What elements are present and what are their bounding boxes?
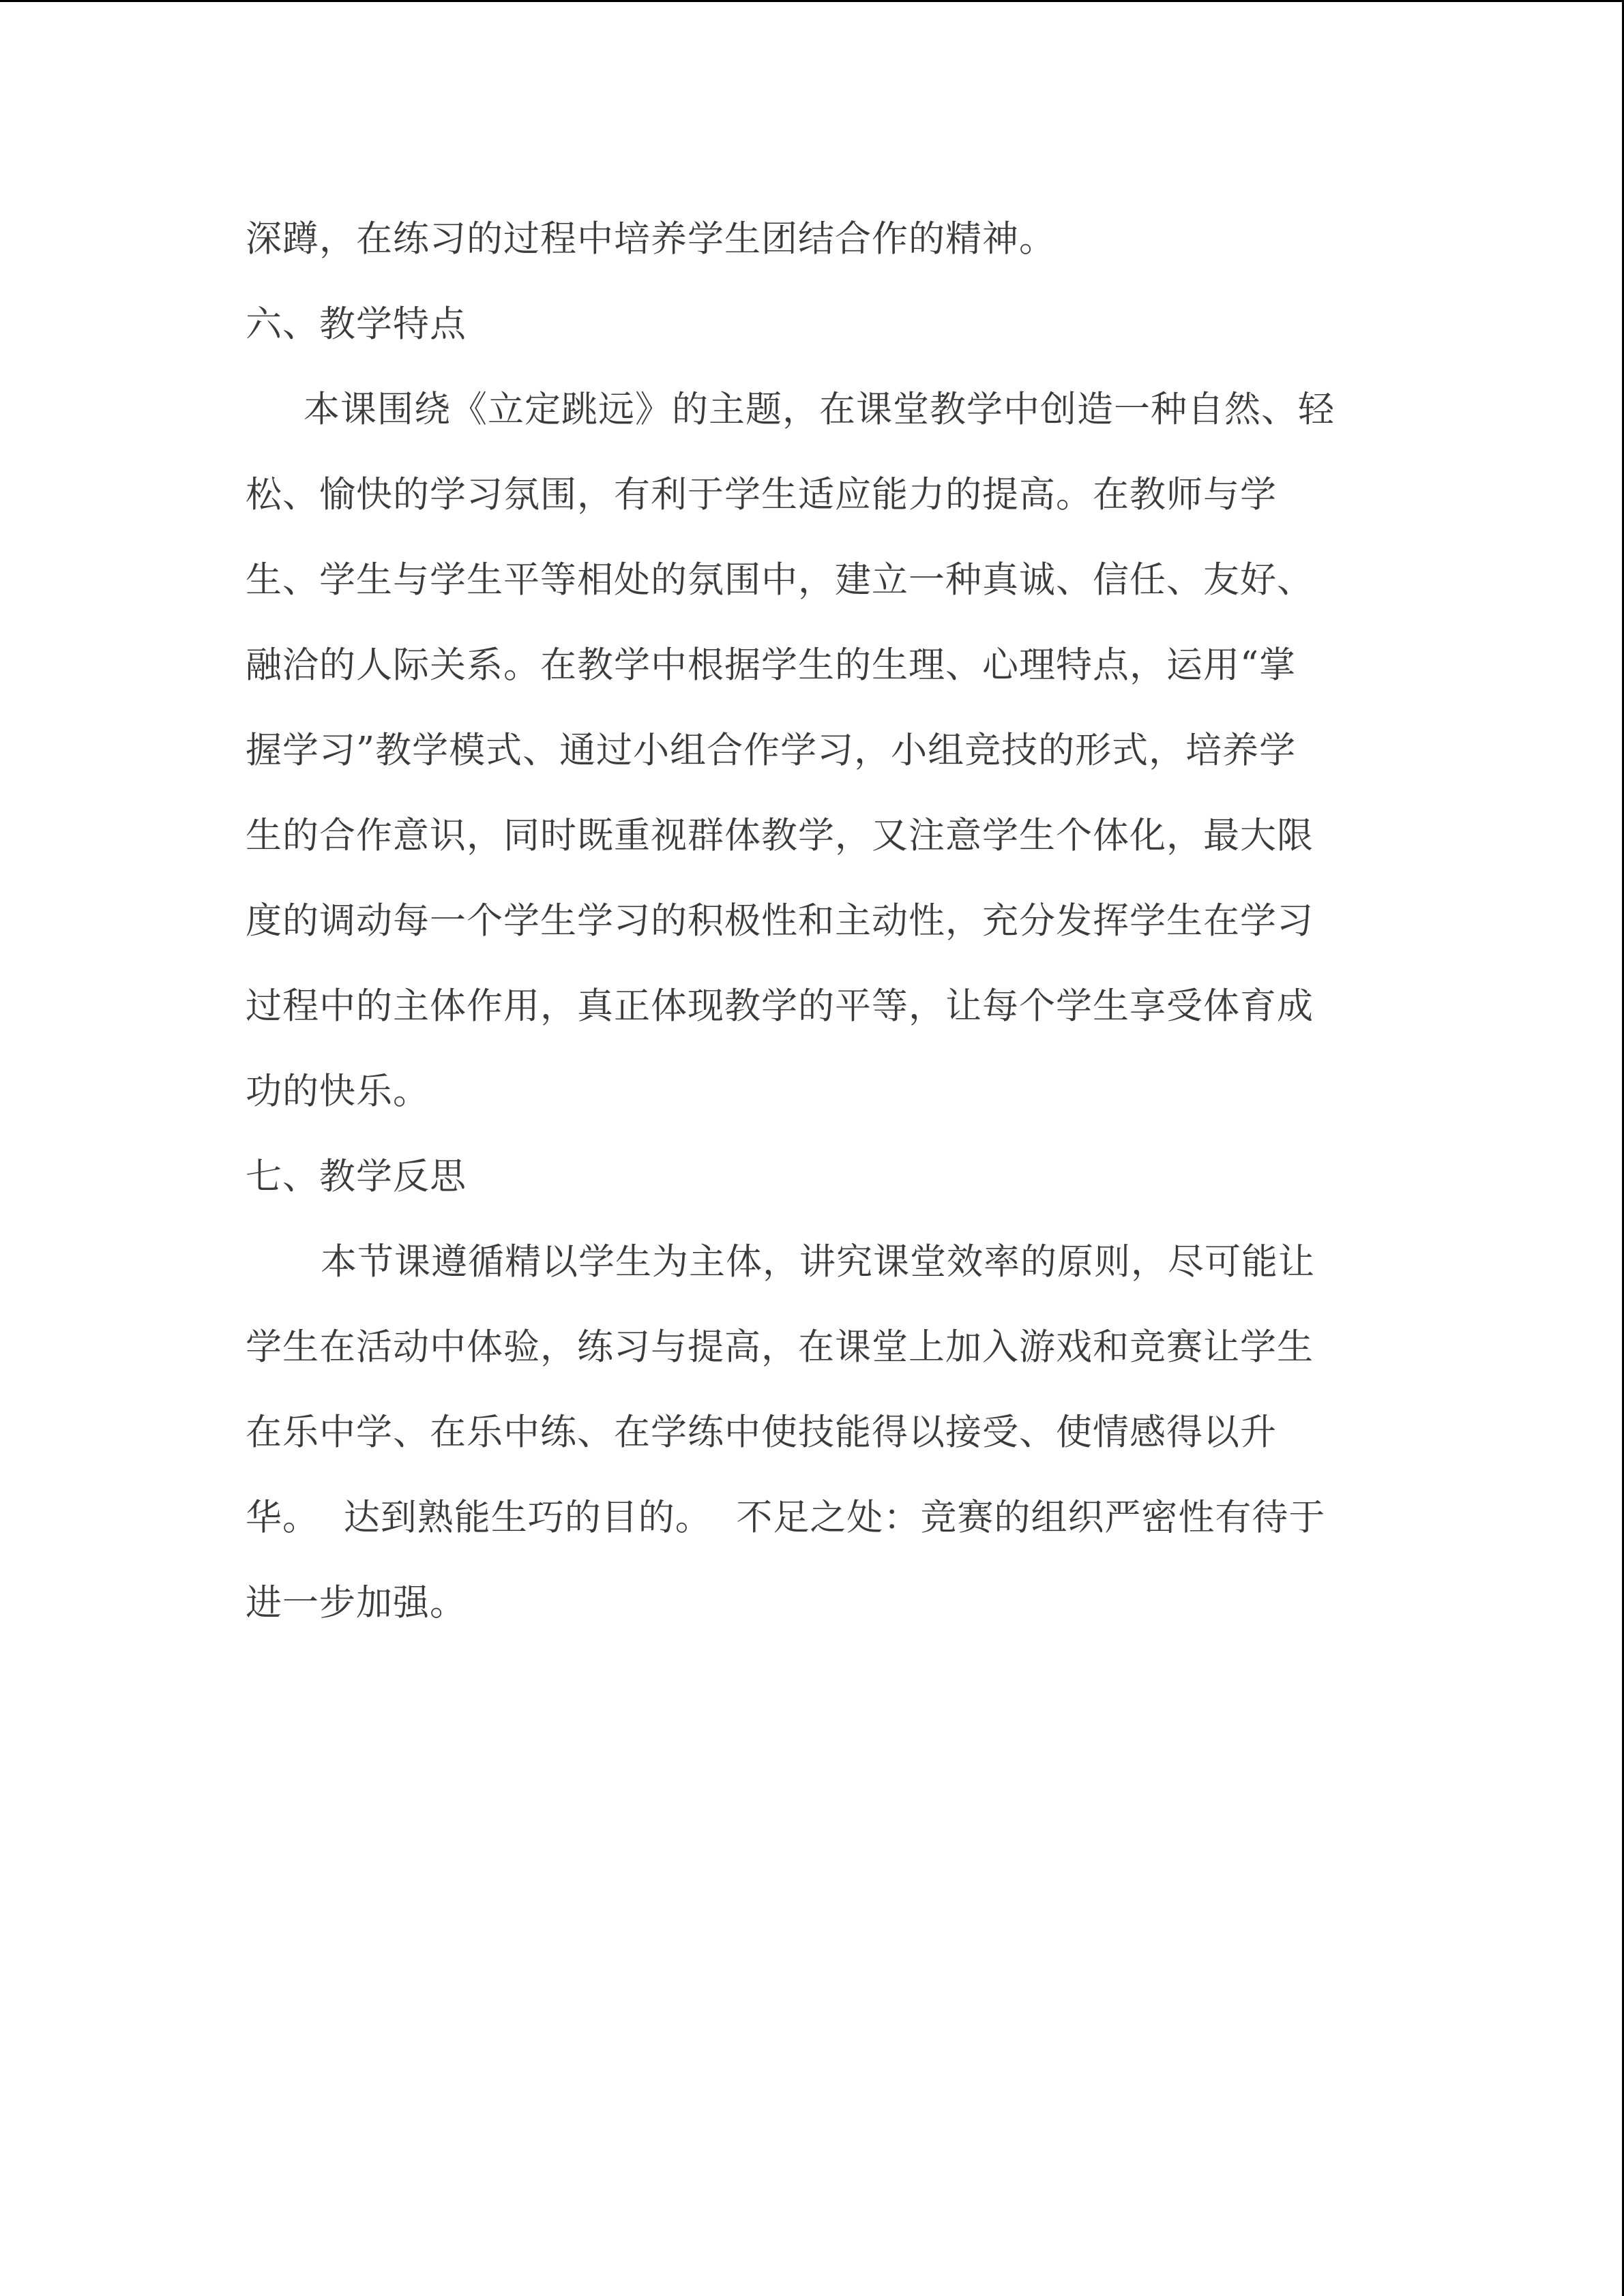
body-text-line: 在乐中学、在乐中练、在学练中使技能得以接受、使情感得以升 (246, 1412, 1277, 1453)
body-text-line: 学生在活动中体验，练习与提高，在课堂上加入游戏和竞赛让学生 (246, 1326, 1314, 1368)
body-text-line: 握学习”教学模式、通过小组合作学习，小组竞技的形式，培养学 (246, 730, 1297, 771)
body-text-line: 本节课遵循精以学生为主体，讲究课堂效率的原则，尽可能让 (321, 1241, 1315, 1283)
section-heading-teaching-features: 六、教学特点 (246, 303, 467, 345)
body-text-line: 本课围绕《立定跳远》的主题，在课堂教学中创造一种自然、轻 (304, 389, 1335, 430)
section-heading-teaching-reflection: 七、教学反思 (246, 1156, 467, 1197)
body-text-line: 生的合作意识，同时既重视群体教学，又注意学生个体化，最大限 (246, 815, 1314, 856)
body-text-line: 华。 达到熟能生巧的目的。 不足之处：竞赛的组织严密性有待于 (246, 1497, 1326, 1538)
body-text-line: 融洽的人际关系。在教学中根据学生的生理、心理特点，运用“掌 (246, 644, 1297, 686)
page-top-border (0, 0, 1624, 2)
body-text-line: 进一步加强。 (246, 1582, 467, 1624)
body-text-line: 生、学生与学生平等相处的氛围中，建立一种真诚、信任、友好、 (246, 559, 1314, 601)
body-text-line: 度的调动每一个学生学习的积极性和主动性，充分发挥学生在学习 (246, 900, 1314, 942)
body-text-line: 松、愉快的学习氛围，有利于学生适应能力的提高。在教师与学 (246, 474, 1277, 516)
body-text-line: 深蹲，在练习的过程中培养学生团结合作的精神。 (246, 218, 1056, 260)
body-text-line: 功的快乐。 (246, 1071, 430, 1112)
body-text-line: 过程中的主体作用，真正体现教学的平等，让每个学生享受体育成 (246, 985, 1314, 1027)
